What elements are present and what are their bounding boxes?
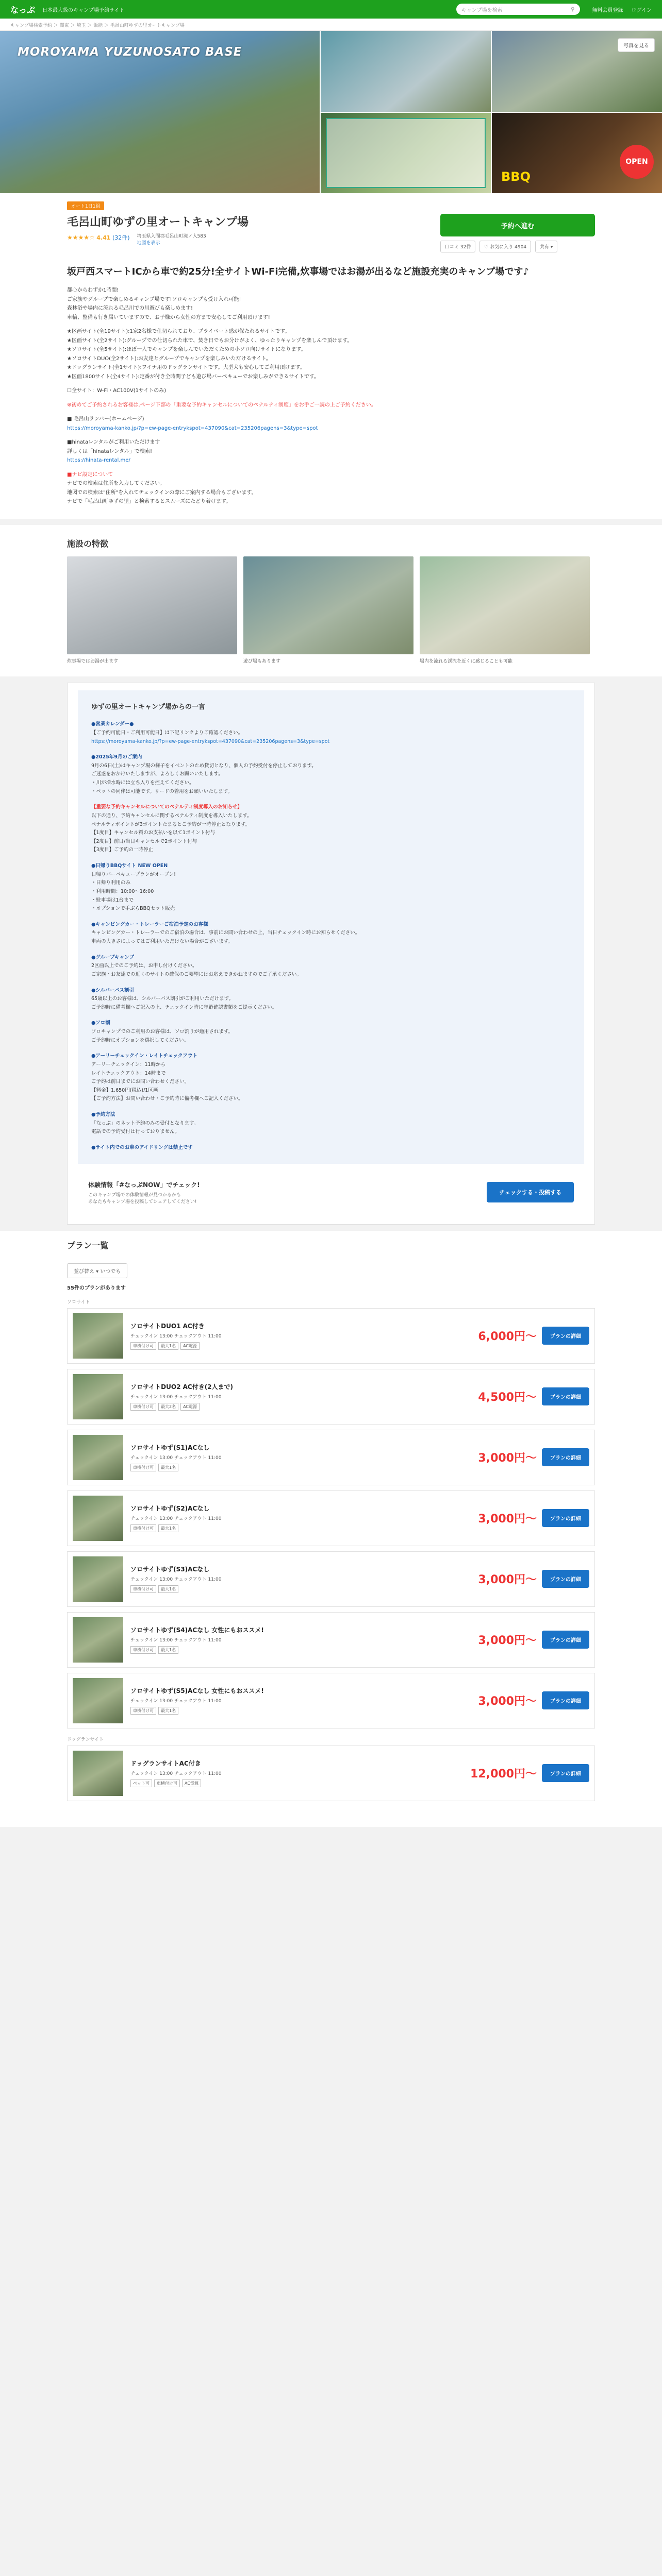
plan-tag: 最大1名 bbox=[158, 1646, 178, 1654]
feature-card[interactable] bbox=[67, 556, 237, 664]
notice-line: ご予約は前日までにお問い合わせください。 bbox=[91, 1079, 190, 1085]
notice-line: 車両の大きさによってはご利用いただけない場合がございます。 bbox=[91, 939, 233, 945]
plan-tags bbox=[130, 1342, 459, 1350]
plan-row[interactable] bbox=[67, 1369, 595, 1425]
rating-value: 4.41 bbox=[96, 234, 111, 241]
hero-gallery bbox=[0, 31, 662, 193]
description-line: ナビで「毛呂山町ゆずの里」と検索するとスムーズにたどり着けます。 bbox=[67, 499, 231, 505]
notice-line: ・川が増水時には立ち入りを控えてください。 bbox=[91, 780, 194, 786]
plan-photo bbox=[73, 1435, 123, 1480]
description-line bbox=[67, 410, 595, 415]
plan-tags bbox=[130, 1780, 459, 1787]
plan-row[interactable] bbox=[67, 1490, 595, 1546]
plan-tags bbox=[130, 1403, 459, 1411]
plan-price: 6,000円〜 bbox=[478, 1330, 537, 1344]
description-line bbox=[67, 465, 595, 470]
notice-line: アーリーチェックイン：11時から bbox=[91, 1061, 166, 1067]
plan-info bbox=[130, 1625, 459, 1654]
notice-section-heading: ●日帰りBBQサイト NEW OPEN bbox=[91, 863, 168, 869]
plan-photo bbox=[73, 1751, 123, 1796]
features-row bbox=[67, 556, 595, 664]
notice-section bbox=[91, 803, 571, 855]
plan-info bbox=[130, 1321, 459, 1350]
plan-row[interactable] bbox=[67, 1612, 595, 1668]
notice-line: ソロキャンプでのご利用のお客様は、ソロ割りが適用されます。 bbox=[91, 1029, 234, 1035]
description-line: ★ソロサイトDUO(全2サイト):お友達とグループでキャンプを楽しみいただけるサイト。 bbox=[67, 355, 271, 362]
hero-bbq-photo[interactable] bbox=[492, 113, 662, 194]
notice-line: レイトチェックアウト：14時まで bbox=[91, 1070, 166, 1076]
plan-tags bbox=[130, 1464, 459, 1471]
site-tagline: 日本最大級のキャンプ場予約サイト bbox=[42, 7, 125, 13]
plan-tag: ペット可 bbox=[130, 1780, 152, 1787]
plan-tag: 最大1名 bbox=[158, 1342, 178, 1350]
plan-price: 3,000円〜 bbox=[478, 1452, 537, 1465]
notice-line: キャンピングカー・トレーラーでのご宿泊の場合は、事前にお問い合わせの上、当日チェックイン時にお知らせください。 bbox=[91, 930, 360, 936]
plan-price: 3,000円〜 bbox=[478, 1634, 537, 1648]
plan-photo bbox=[73, 1556, 123, 1602]
notice-section bbox=[91, 862, 571, 913]
review-strip-sub: このキャンプ場での体験情報が見つかるかも bbox=[88, 1192, 181, 1198]
notice-line: ・日帰り利用のみ bbox=[91, 880, 131, 886]
description-line bbox=[67, 322, 595, 327]
plan-photo bbox=[73, 1496, 123, 1541]
login-link[interactable]: ログイン bbox=[631, 7, 652, 13]
description-line: ■ 毛呂山ランバー(ホームページ) bbox=[67, 416, 144, 422]
notice-line: 電話での予約受付は行っておりません。 bbox=[91, 1129, 180, 1135]
check-post-button[interactable]: チェックする・投稿する bbox=[487, 1182, 574, 1202]
notice-section-heading: ●サイト内でのお車のアイドリングは禁止です bbox=[91, 1144, 193, 1150]
plan-tags bbox=[130, 1646, 459, 1654]
notice-section-heading: ●予約方法 bbox=[91, 1112, 115, 1118]
top-links bbox=[592, 6, 652, 13]
notice-line: 以下の通り、予約キャンセルに関するペナルティ制度を導入いたします。 bbox=[91, 812, 252, 819]
plan-tag: 車横付け可 bbox=[130, 1707, 156, 1715]
hero-photo[interactable] bbox=[492, 31, 662, 112]
plan-info bbox=[130, 1443, 459, 1471]
plan-row[interactable] bbox=[67, 1308, 595, 1364]
campsite-badge: オート1日1組 bbox=[67, 201, 104, 210]
description-line: ★区画サイト(全2サイト):グループでの仕切られた車で、焚き日でもお分けがよく、ゆったりキャンプを楽しんで頂けます。 bbox=[67, 337, 353, 344]
plan-tag: 最大1名 bbox=[158, 1464, 178, 1471]
notice-line: 日帰りバーベキュープランがオープン! bbox=[91, 871, 176, 877]
favorite-button[interactable]: ♡ お気に入り 4904 bbox=[479, 241, 531, 252]
description-line bbox=[67, 381, 595, 386]
plan-price: 3,000円〜 bbox=[478, 1695, 537, 1708]
description-line bbox=[67, 396, 595, 401]
notice-section-heading: ●アーリーチェックイン・レイトチェックアウト bbox=[91, 1053, 197, 1059]
hero-photo[interactable] bbox=[321, 31, 491, 112]
site-map-image bbox=[326, 118, 486, 189]
plan-tag: 車横付け可 bbox=[154, 1780, 180, 1787]
description-line: ★区画サイト(全19サイト):1家2名様で仕切られており、プライベート感が保たれるサイトです。 bbox=[67, 329, 290, 335]
plan-times: チェックイン 13:00 チェックアウト 11:00 bbox=[130, 1395, 222, 1400]
view-photos-button[interactable]: 写真を見る bbox=[618, 38, 655, 52]
plan-name: ソロサイトゆず(S4)ACなし 女性にもおススメ! bbox=[130, 1626, 264, 1634]
plan-detail-button[interactable]: プランの詳細 bbox=[542, 1631, 589, 1649]
top-bar bbox=[0, 0, 662, 19]
feature-caption: 遊び場もあります bbox=[243, 658, 281, 664]
notice-body bbox=[78, 690, 584, 1164]
plan-photo bbox=[73, 1313, 123, 1359]
review-strip bbox=[78, 1171, 584, 1214]
hero-title: MOROYAMA YUZUNOSATO BASE bbox=[18, 45, 242, 59]
dog-plan-group bbox=[67, 1745, 595, 1801]
notice-line: ご予約時に備考欄へご記入の上、チェックイン時に年齢確認書類をご提示ください。 bbox=[91, 1004, 277, 1010]
notice-line: 「なっぷ」のネット予約のみの受付となります。 bbox=[91, 1120, 199, 1126]
notice-section-heading: ●シルバーパス割引 bbox=[91, 987, 134, 993]
plan-row[interactable] bbox=[67, 1673, 595, 1728]
plan-tags bbox=[130, 1707, 459, 1715]
site-logo[interactable]: なっぷ bbox=[10, 5, 36, 15]
feature-photo bbox=[420, 556, 590, 654]
notice-line: ・オプションで手ぶらBBQセット販売 bbox=[91, 906, 175, 912]
notice-section-heading: ●キャンピングカー・トレーラーご宿泊予定のお客様 bbox=[91, 921, 208, 927]
map-link[interactable]: 地図を表示 bbox=[137, 240, 160, 246]
notice-section bbox=[91, 921, 571, 946]
plan-times: チェックイン 13:00 チェックアウト 11:00 bbox=[130, 1455, 222, 1461]
description-line bbox=[67, 433, 595, 438]
plan-tag: 最大1名 bbox=[158, 1524, 178, 1532]
description-line[interactable]: https://hinata-rental.me/ bbox=[67, 457, 130, 464]
notice-line: 【料金】1,650円(税込)/1区画 bbox=[91, 1087, 158, 1093]
plan-list bbox=[0, 1231, 662, 1827]
plan-info bbox=[130, 1686, 459, 1715]
plan-name: ソロサイトゆず(S1)ACなし bbox=[130, 1444, 210, 1452]
notice-line: ・利用時間：10:00～16:00 bbox=[91, 888, 154, 894]
description-line: ☐全サイト：W-Fi・AC100V(1サイトのみ) bbox=[67, 388, 167, 394]
plan-info bbox=[130, 1382, 459, 1411]
notice-line: 【3度目】ご予約の一時停止 bbox=[91, 847, 154, 853]
description-line: ■hinataレンタルがご利用いただけます bbox=[67, 439, 160, 446]
plan-tag: 車横付け可 bbox=[130, 1646, 156, 1654]
plan-name: ソロサイトDUO1 AC付き bbox=[130, 1323, 205, 1330]
plan-photo bbox=[73, 1617, 123, 1663]
notice-section-heading: 【重要な予約キャンセルについてのペナルティ制度導入のお知らせ】 bbox=[91, 804, 242, 810]
campsite-info bbox=[0, 193, 662, 265]
facility-features bbox=[0, 525, 662, 676]
hero-photo-grid bbox=[320, 31, 662, 193]
notice-line: 【ご予約可能日・ご利用可能日】は下記リンクよりご確認ください。 bbox=[91, 730, 243, 736]
plan-tag: 車横付け可 bbox=[130, 1342, 156, 1350]
campsite-name: 毛呂山町ゆずの里オートキャンプ場 bbox=[67, 216, 249, 229]
plan-tag: 最大1名 bbox=[158, 1585, 178, 1593]
address-block bbox=[137, 233, 206, 246]
description-line: ※初めてご予約されるお客様は,ページ下部の「重要な予約キャンセルについてのペナルティ制度」をお手ご一読の上ご予約ください。 bbox=[67, 402, 376, 408]
address-text: 埼玉県入間郡毛呂山町滝ノ入583 bbox=[137, 234, 206, 239]
search-input[interactable] bbox=[456, 4, 580, 15]
booking-box bbox=[440, 214, 595, 252]
notice-section-heading: ●2025年9月のご案内 bbox=[91, 754, 142, 760]
notice-section-heading: ●営業カレンダー● bbox=[91, 721, 134, 727]
description-line: ★区画1800サイト(全4サイト):定番が付き全時間子ども遊び場バーベキューでお楽しみができるサイトです。 bbox=[67, 374, 320, 380]
review-strip-sub2: あなたもキャンプ場を投稿してシェアしてください! bbox=[88, 1199, 197, 1205]
feature-card[interactable] bbox=[420, 556, 590, 664]
plan-row[interactable] bbox=[67, 1745, 595, 1801]
plan-row[interactable] bbox=[67, 1430, 595, 1485]
description-line: 車輪、整備も行き届いていますので、お子様から女性の方まで安心してご利用頂けます! bbox=[67, 314, 270, 320]
notice-title: ゆずの里オートキャンプ場からの一言 bbox=[91, 703, 206, 711]
feature-card[interactable] bbox=[243, 556, 413, 664]
description-line: 地図での検索は"住所"を入れてチェックインの際にご案内する場合もございます。 bbox=[67, 489, 257, 496]
booking-meta bbox=[440, 241, 595, 252]
description-line: ★ドッグランサイト(全1サイト):ワイナ用のドッグランサイトです。大型犬も安心してご利用頂けます。 bbox=[67, 365, 305, 371]
plan-detail-button[interactable]: プランの詳細 bbox=[542, 1570, 589, 1588]
notice-section bbox=[91, 1144, 571, 1153]
description-line: ナビでの検索は住所を入力してください。 bbox=[67, 481, 165, 487]
plan-photo bbox=[73, 1678, 123, 1723]
book-button[interactable]: 予約へ進む bbox=[440, 214, 595, 236]
star-rating-icon: ★★★★☆ bbox=[67, 234, 95, 241]
description-body bbox=[67, 286, 595, 506]
description-line: 森林浴や場内に流れる毛呂川での川遊びも楽しめます! bbox=[67, 306, 193, 312]
plan-info bbox=[130, 1504, 459, 1532]
description-line: ★ソロサイト(全5サイト):ほぼ一人でキャンプを楽しんでいただくための小ソロ向けサイトになります。 bbox=[67, 347, 306, 353]
description-line: 詳しくは「hinataレンタル」で検索! bbox=[67, 448, 152, 454]
notice-line: 【2度目】前日/当日キャンセルで2ポイント付与 bbox=[91, 838, 197, 844]
plan-tag: 最大1名 bbox=[158, 1707, 178, 1715]
plan-tag: 車横付け可 bbox=[130, 1585, 156, 1593]
notice-section bbox=[91, 987, 571, 1012]
plan-name: ソロサイトDUO2 AC付き(2人まで) bbox=[130, 1383, 234, 1391]
notice-line: ペナルティポイントが3ポイントたまるとご予約が一時停止となります。 bbox=[91, 821, 251, 827]
notice-section-heading: ●ソロ割 bbox=[91, 1020, 110, 1026]
plan-info bbox=[130, 1759, 459, 1787]
notice-section bbox=[91, 1052, 571, 1104]
plan-name: ソロサイトゆず(S5)ACなし 女性にもおススメ! bbox=[130, 1687, 264, 1695]
notice-line: ・ペットの同伴は可能です。リードの着用をお願いいたします。 bbox=[91, 788, 233, 794]
plan-detail-button[interactable]: プランの詳細 bbox=[542, 1691, 589, 1709]
notice-line: ご家族・お友達での近くのサイトの確保のご要望にはお応えできかねますのでご了承ください。 bbox=[91, 971, 302, 977]
breadcrumb[interactable]: キャンプ場検索予約 ＞ 関東 ＞ 埼玉 ＞ 飯能 ＞ 毛呂山町ゆずの里オートキャンプ場 bbox=[0, 19, 662, 31]
plan-price: 4,500円〜 bbox=[478, 1391, 537, 1404]
feature-photo bbox=[243, 556, 413, 654]
plan-info bbox=[130, 1565, 459, 1593]
plan-times: チェックイン 13:00 チェックアウト 11:00 bbox=[130, 1516, 222, 1522]
plan-photo bbox=[73, 1374, 123, 1419]
plan-tag: AC電源 bbox=[180, 1342, 200, 1350]
plan-tags bbox=[130, 1524, 459, 1532]
review-count-link[interactable]: (32件) bbox=[112, 234, 130, 241]
plan-times: チェックイン 13:00 チェックアウト 11:00 bbox=[130, 1334, 222, 1340]
review-count-chip[interactable]: 口コミ 32件 bbox=[440, 241, 475, 252]
share-button[interactable]: 共有 ▾ bbox=[535, 241, 557, 252]
plan-detail-button[interactable]: プランの詳細 bbox=[542, 1509, 589, 1527]
notice-section bbox=[91, 753, 571, 796]
review-strip-title: 体験情報「#なっぷNOW」でチェック! bbox=[88, 1181, 200, 1189]
notice-section bbox=[91, 1111, 571, 1137]
search-placeholder: キャンプ場を検索 bbox=[461, 7, 503, 13]
plan-tags bbox=[130, 1585, 459, 1593]
plan-tag: 車横付け可 bbox=[130, 1403, 156, 1411]
description-line: ■ナビ設定について bbox=[67, 471, 113, 478]
plan-tag: AC電源 bbox=[182, 1780, 201, 1787]
plan-times: チェックイン 13:00 チェックアウト 11:00 bbox=[130, 1699, 222, 1704]
notice-line: 9月の6日(土)はキャンプ場の様子をイベントのため貸切となり、個人の予約受付を停止しております。 bbox=[91, 762, 317, 769]
plan-tag: AC電源 bbox=[180, 1403, 200, 1411]
open-badge: OPEN bbox=[620, 145, 654, 179]
feature-caption: 場内を流れる渓流を近くに感じることも可能 bbox=[420, 658, 513, 664]
register-link[interactable]: 無料会員登録 bbox=[592, 7, 623, 13]
hero-map-photo[interactable] bbox=[321, 113, 491, 194]
plan-times: チェックイン 13:00 チェックアウト 11:00 bbox=[130, 1577, 222, 1583]
plan-name: ソロサイトゆず(S3)ACなし bbox=[130, 1566, 210, 1573]
plan-price: 3,000円〜 bbox=[478, 1513, 537, 1526]
plan-name: ソロサイトゆず(S2)ACなし bbox=[130, 1505, 210, 1513]
plan-count: 55件のプランがあります bbox=[67, 1285, 126, 1291]
notice-section bbox=[91, 954, 571, 979]
description-line[interactable]: https://moroyama-kanko.jp/?p=ew-page-entrykspot=437090&cat=235206pagens=3&type=spot bbox=[67, 425, 318, 431]
notice-line: 【ご予約方法】お問い合わせ・ご予約時に備考欄へご記入ください。 bbox=[91, 1096, 243, 1102]
plan-detail-button[interactable]: プランの詳細 bbox=[542, 1387, 589, 1405]
solo-plan-group bbox=[67, 1308, 595, 1728]
plan-tag: 車横付け可 bbox=[130, 1464, 156, 1471]
plan-price: 12,000円〜 bbox=[470, 1768, 537, 1781]
notice-line: 65歳以上のお客様は、シルバーパス割引がご利用いただけます。 bbox=[91, 996, 234, 1002]
plan-group-label: ドッグランサイト bbox=[67, 1737, 104, 1742]
search-icon[interactable]: ⚲ bbox=[571, 6, 575, 12]
hero-main-photo[interactable] bbox=[0, 31, 320, 193]
plan-tag: 最大2名 bbox=[158, 1403, 178, 1411]
plans-title: プラン一覧 bbox=[67, 1240, 109, 1250]
plan-price: 3,000円〜 bbox=[478, 1573, 537, 1587]
notice-line: ・駐車場は1台まで bbox=[91, 897, 134, 903]
plan-detail-button[interactable]: プランの詳細 bbox=[542, 1448, 589, 1466]
feature-photo bbox=[67, 556, 237, 654]
notice-section bbox=[91, 1019, 571, 1045]
campsite-notice bbox=[67, 683, 595, 1225]
plan-times: チェックイン 13:00 チェックアウト 11:00 bbox=[130, 1638, 222, 1643]
notice-section bbox=[91, 720, 571, 746]
notice-section-heading: ●グループキャンプ bbox=[91, 954, 135, 960]
description-line: 都心からわずか1時間! bbox=[67, 287, 119, 294]
bbq-label: BBQ bbox=[501, 170, 531, 184]
plan-tag: 車横付け可 bbox=[130, 1524, 156, 1532]
plan-detail-button[interactable]: プランの詳細 bbox=[542, 1764, 589, 1782]
plan-name: ドッグランサイトAC付き bbox=[130, 1760, 201, 1768]
notice-line[interactable]: https://moroyama-kanko.jp/?p=ew-page-entrykspot=437090&cat=235206pagens=3&type=spot bbox=[91, 738, 330, 744]
notice-line: 【1度目】キャンセル料のお支払いを以て1ポイント付与 bbox=[91, 830, 216, 836]
notice-line: ご迷惑をおかけいたしますが、よろしくお願いいたします。 bbox=[91, 771, 223, 777]
feature-caption: 炊事場ではお湯が出ます bbox=[67, 658, 119, 664]
notice-line: 2区画以上でのご予約は、お申し付けください。 bbox=[91, 963, 197, 969]
description-line: ご家族やグループで楽しめるキャンプ場です!ソロキャンプも受け入れ可能! bbox=[67, 296, 241, 302]
notice-sections bbox=[91, 720, 571, 1152]
plan-group-label: ソロサイト bbox=[67, 1299, 90, 1305]
plan-sort-select[interactable]: 並び替え ▾ いつでも bbox=[67, 1263, 127, 1278]
plan-times: チェックイン 13:00 チェックアウト 11:00 bbox=[130, 1771, 222, 1777]
notice-line: ご予約時にオプションを選択してください。 bbox=[91, 1037, 189, 1043]
description-lead: 坂戸西スマートICから車で約25分!全サイトWi-Fi完備,炊事場ではお湯が出るなど施設充実のキャンプ場です♪ bbox=[67, 266, 529, 277]
campsite-description bbox=[0, 265, 662, 519]
plan-detail-button[interactable]: プランの詳細 bbox=[542, 1327, 589, 1345]
plan-row[interactable] bbox=[67, 1551, 595, 1607]
features-title: 施設の特徴 bbox=[67, 538, 109, 549]
